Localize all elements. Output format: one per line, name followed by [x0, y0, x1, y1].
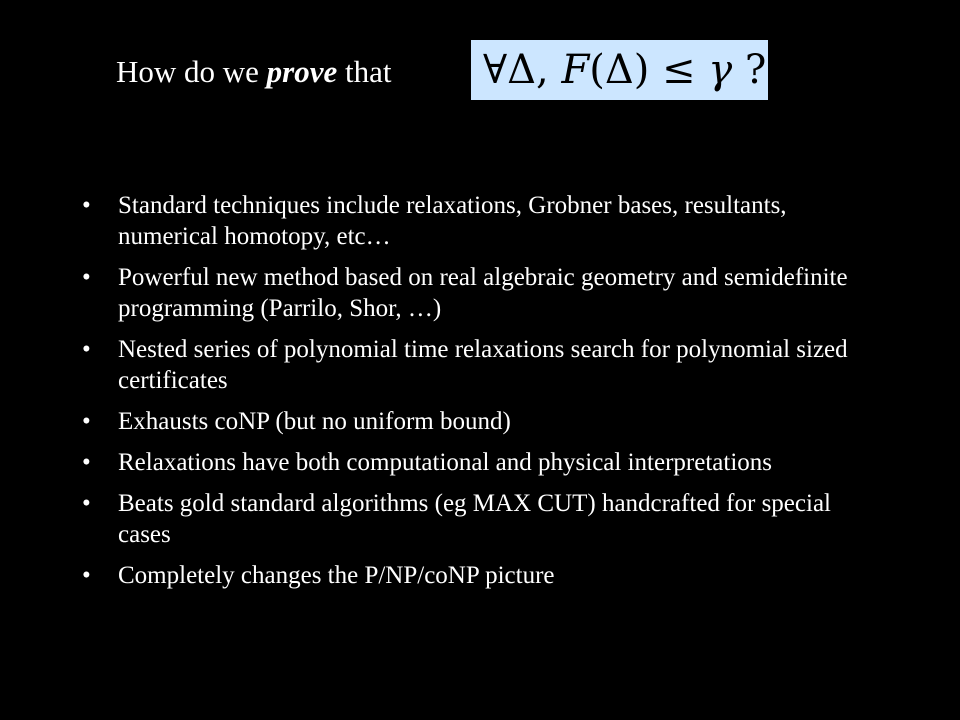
bullet-icon: •: [82, 490, 91, 517]
slide-title: [116, 54, 392, 90]
formula-gamma: γ: [708, 47, 733, 93]
bullet-text: Powerful new method based on real algebraic geometry and semidefinite programming (Parrilo, Shor, …): [118, 264, 848, 322]
bullet-text: Relaxations have both computational and physical interpretations: [118, 449, 772, 476]
formula-forall: ∀Δ,: [483, 47, 562, 93]
list-item: [82, 488, 852, 550]
bullet-icon: •: [82, 449, 91, 476]
bullet-icon: •: [82, 408, 91, 435]
list-item: [82, 262, 852, 324]
title-emphasis: prove: [266, 54, 338, 89]
list-item: [82, 560, 852, 591]
bullet-text: Completely changes the P/NP/coNP picture: [118, 562, 555, 589]
list-item: [82, 406, 852, 437]
bullet-text: Beats gold standard algorithms (eg MAX CUT) handcrafted for special cases: [118, 490, 831, 548]
list-item: [82, 190, 852, 252]
list-item: [82, 334, 852, 396]
bullet-text: Exhausts coNP (but no uniform bound): [118, 408, 511, 435]
bullet-text: Standard techniques include relaxations, Grobner bases, resultants, numerical homotopy, etc…: [118, 192, 787, 250]
formula-func: F: [561, 47, 590, 93]
title-suffix: that: [337, 54, 392, 89]
formula-rest: (Δ) ≤: [589, 47, 709, 93]
bullet-text: Nested series of polynomial time relaxations search for polynomial sized certificates: [118, 336, 848, 394]
formula-qmark: ?: [732, 47, 767, 93]
title-prefix: How do we: [116, 54, 267, 89]
bullet-icon: •: [82, 562, 91, 589]
bullet-list: [82, 190, 852, 601]
formula-box: [471, 40, 768, 100]
list-item: [82, 447, 852, 478]
bullet-icon: •: [82, 264, 91, 291]
bullet-icon: •: [82, 336, 91, 363]
bullet-icon: •: [82, 192, 91, 219]
